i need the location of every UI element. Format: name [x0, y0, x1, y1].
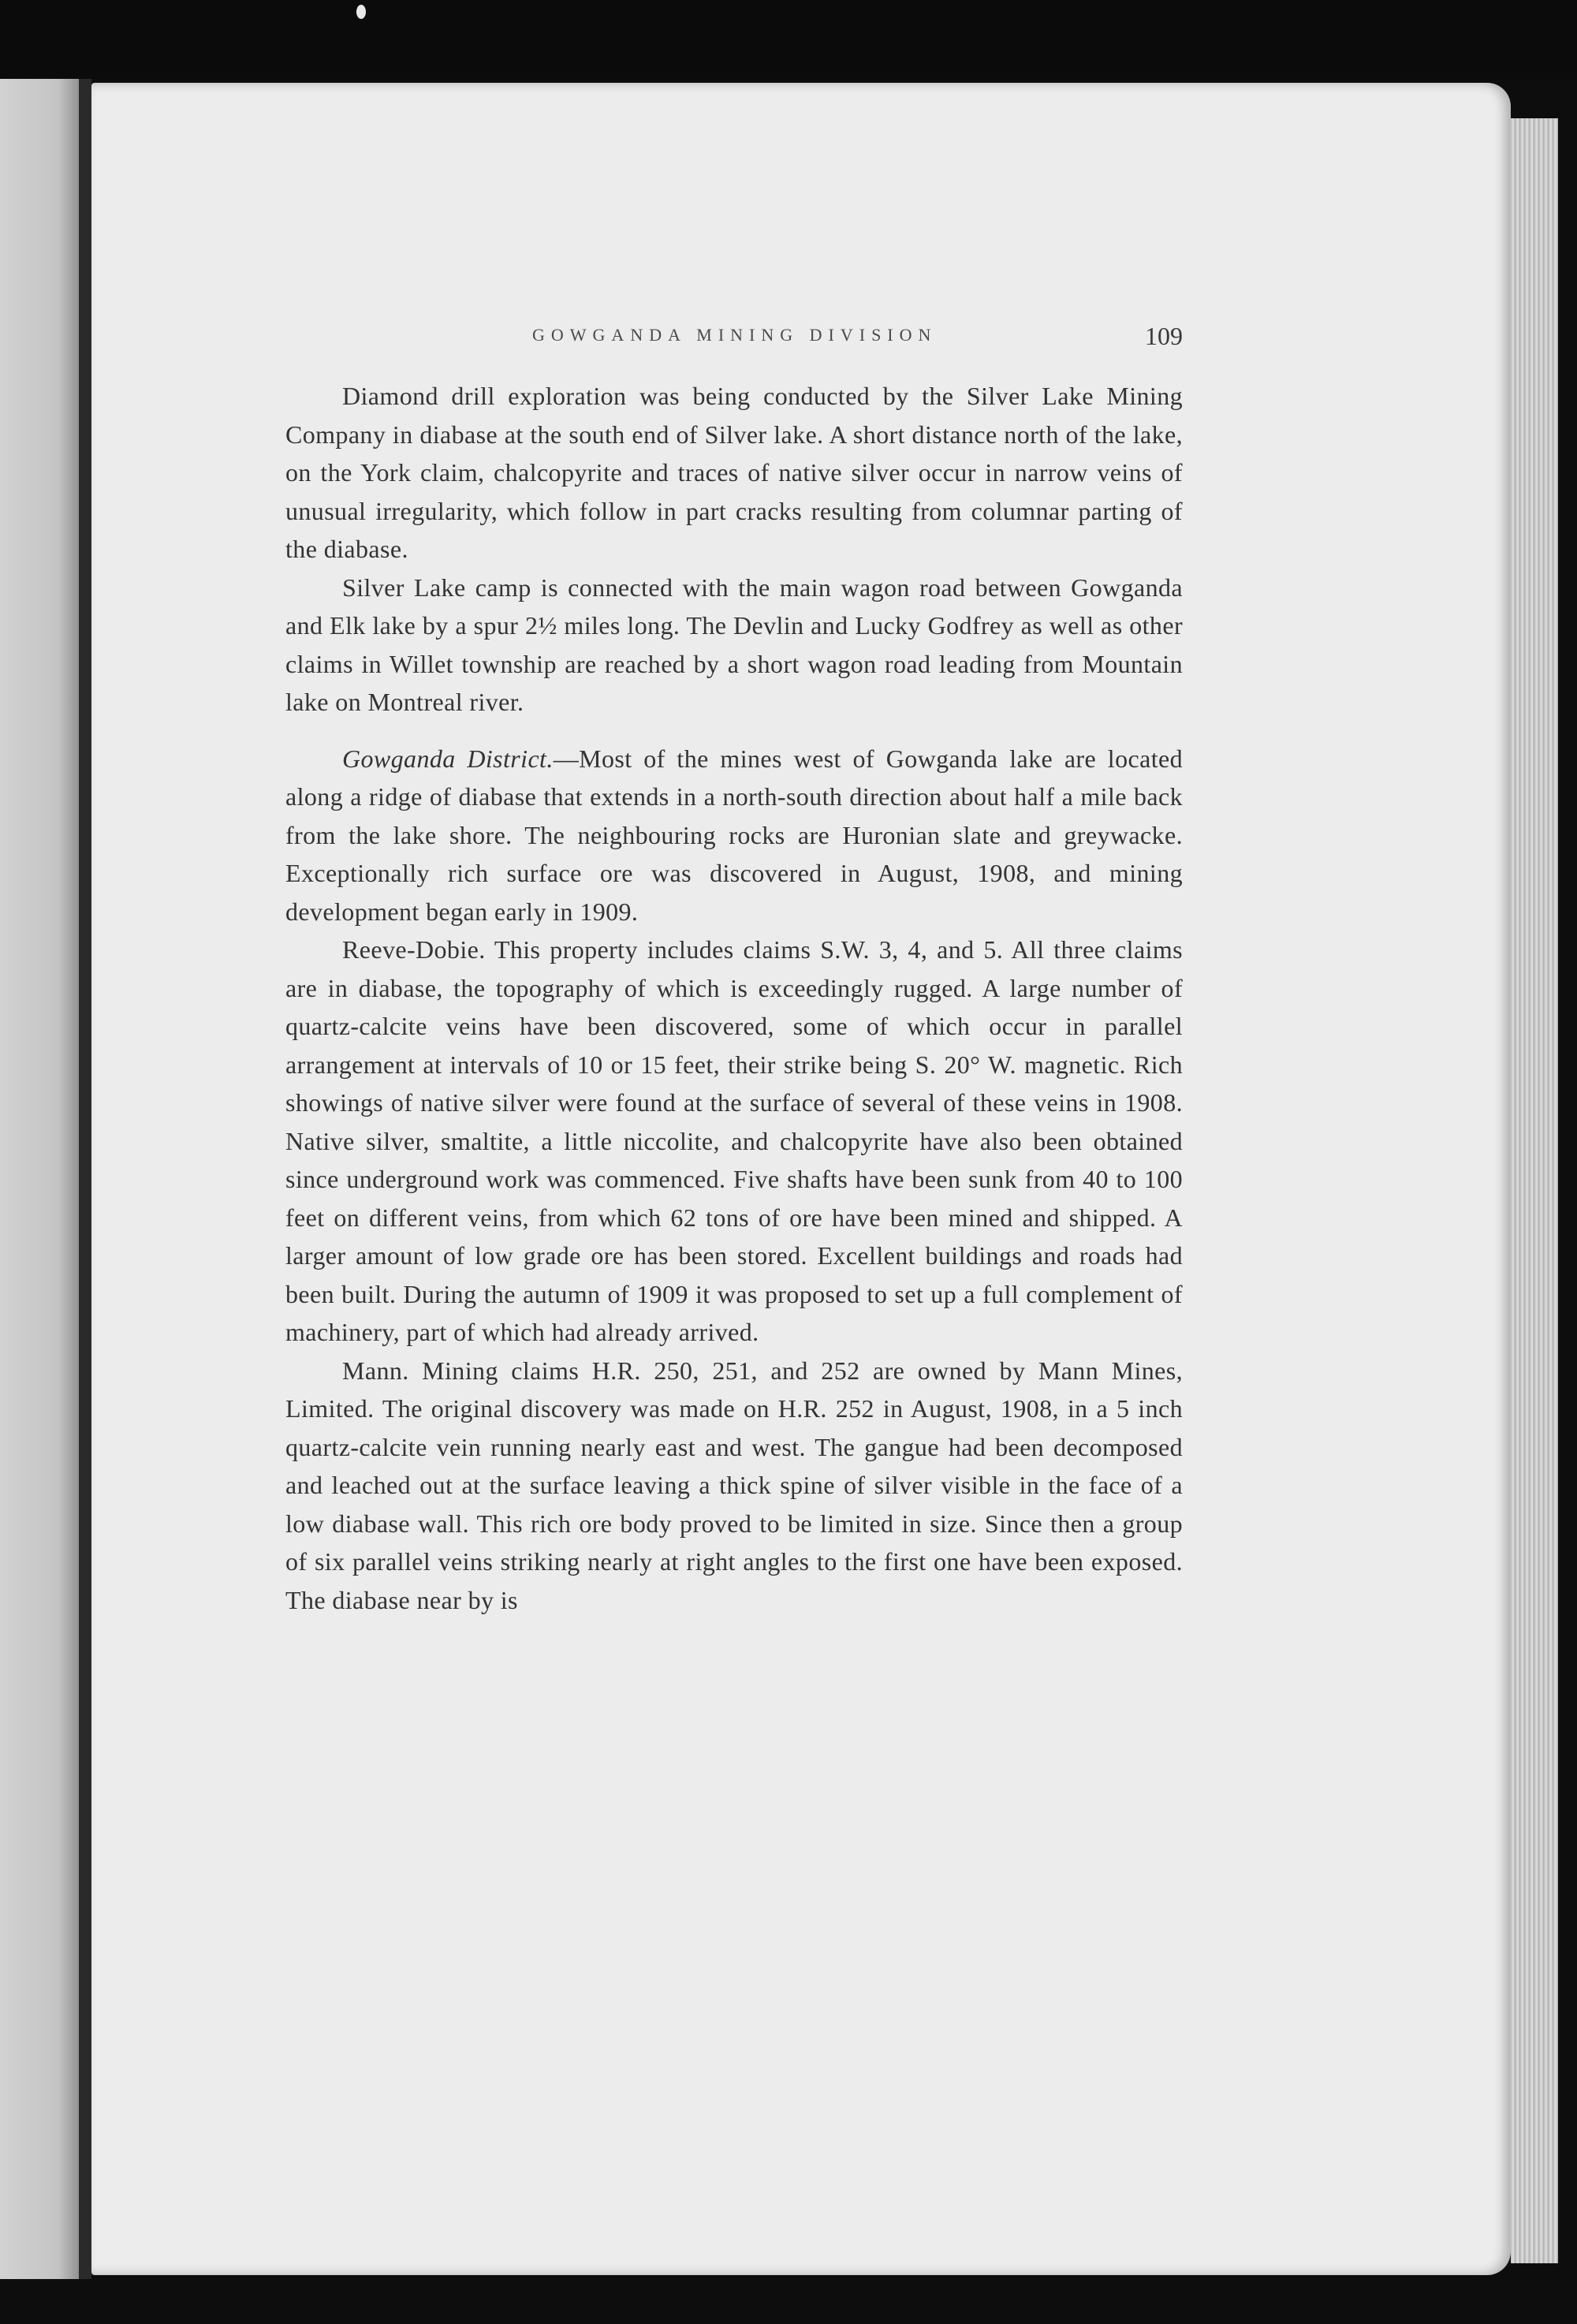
- paragraph-text: —Most of the mines west of Gowganda lake are located along a ridge of diabase that extends in a north-south direction about half a mile back from the lake shore. The neighbouring rocks are Huronian slate and greywacke. Exceptionally rich surface ore was discovered in August, 1908, and mining development began early in 1909.: [285, 744, 1183, 926]
- paragraph-diamond-drill: Diamond drill exploration was being conducted by the Silver Lake Mining Company in diabase at the south end of Silver lake. A short distance north of the lake, on the York claim, chalcopyrite and traces of native silver occur in narrow veins of unusual irregularity, which follow in part cracks resulting from columnar parting of the diabase.: [285, 382, 1183, 563]
- page-stack-edge: [1511, 118, 1558, 2263]
- paragraph-mann: Mann. Mining claims H.R. 250, 251, and 252 are owned by Mann Mines, Limited. The original discovery was made on H.R. 252 in August, 1908, in a 5 inch quartz-calcite vein running nearly east and west. The gangue had been decomposed and leached out at the surface leaving a thick spine of silver visible in the face of a low diabase wall. This rich ore body proved to be limited in size. Since then a group of six parallel veins striking nearly at right angles to the first one have been exposed. The diabase near by is: [285, 1356, 1183, 1614]
- paragraph-reeve-dobie: Reeve-Dobie. This property includes claims S.W. 3, 4, and 5. All three claims are in diabase, the topography of which is exceedingly rugged. A large number of quartz-calcite veins have been discovered, some of which occur in parallel arrangement at intervals of 10 or 15 feet, their strike being S. 20° W. magnetic. Rich showings of native silver were found at the surface of several of these veins in 1908. Native silver, smaltite, a little niccolite, and chalcopyrite have also been obtained since underground work was commenced. Five shafts have been sunk from 40 to 100 feet on different veins, from which 62 tons of ore have been mined and shipped. A larger amount of low grade ore has been stored. Excellent buildings and roads had been built. During the autumn of 1909 it was proposed to set up a full complement of machinery, part of which had already arrived.: [285, 935, 1183, 1346]
- dust-speck: [356, 5, 366, 19]
- scanner-background: [0, 0, 1577, 79]
- paragraph-gowganda-district: [285, 740, 1183, 931]
- paragraph-silver-lake-camp: Silver Lake camp is connected with the main wagon road between Gowganda and Elk lake by a spur 2½ miles long. The Devlin and Lucky Godfrey as well as other claims in Willet township are reached by a short wagon road leading from Mountain lake on Montreal river.: [285, 573, 1183, 716]
- book-gutter: [79, 79, 91, 2279]
- section-heading: Gowganda District.: [342, 744, 554, 773]
- body-text: [285, 377, 1183, 1619]
- facing-page-edge: [0, 79, 83, 2279]
- running-title: GOWGANDA MINING DIVISION: [532, 325, 938, 345]
- page-number: 109: [1145, 322, 1183, 350]
- running-head: [292, 322, 1183, 353]
